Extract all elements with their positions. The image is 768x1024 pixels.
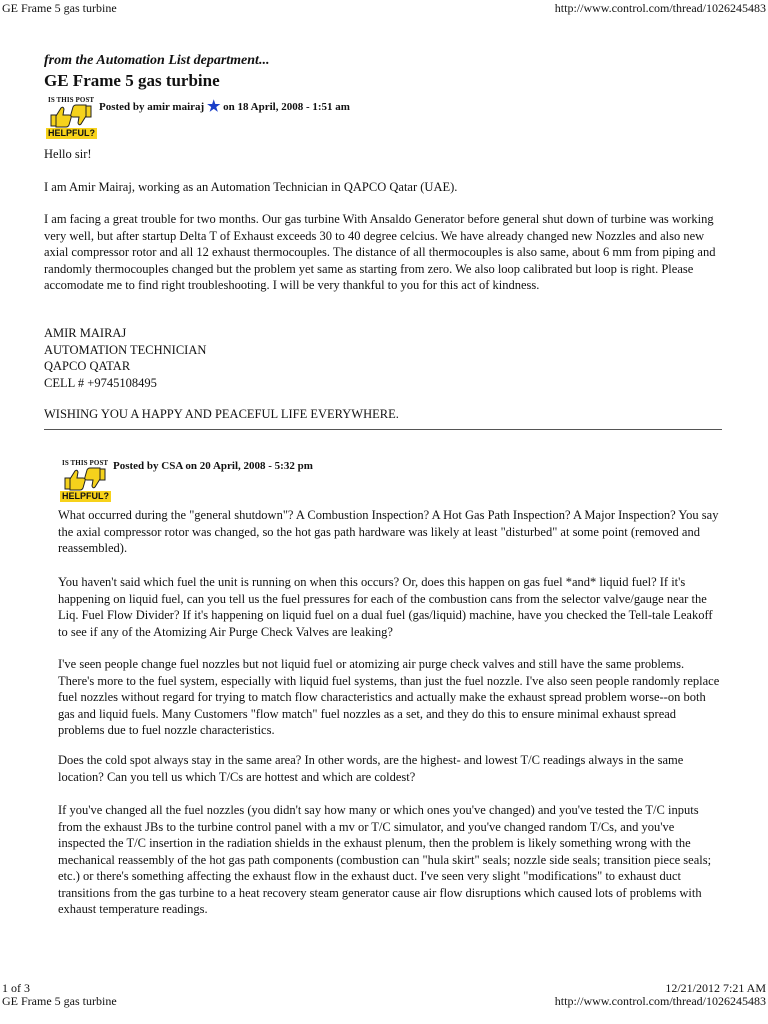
footer-url[interactable]: http://www.control.com/thread/1026245483 xyxy=(554,994,766,1008)
thumbs-up-down-icon[interactable] xyxy=(48,104,94,128)
is-this-post-label: IS THIS POST xyxy=(62,459,109,467)
post-paragraph: I've seen people change fuel nozzles but not liquid fuel or atomizing air purge check valves and still have the same problems. There's more to the fuel system, especially with liquid fuel systems, than just the fuel nozzle. I've also seen people randomly replace fuel nozzles without regard for trying to match flow characteristics and actually make the exhaust spread problem worse--on both gas and liquid fuels. Many Customers "flow match" fuel nozzles as a set, and they do this to ensure minimal exhaust spread problems due to fuel nozzle characteristics. xyxy=(58,657,720,737)
helpful-label: HELPFUL? xyxy=(48,128,95,138)
print-header-title: GE Frame 5 gas turbine xyxy=(2,1,117,15)
post-byline xyxy=(99,97,350,116)
star-icon: ★ xyxy=(206,99,221,115)
page-number: 1 of 3 xyxy=(2,981,30,995)
department-label: from the Automation List department... xyxy=(44,53,270,68)
post-paragraph: I am facing a great trouble for two months. Our gas turbine With Ansaldo Generator before general shut down of turbine was working very well, but after startup Delta T of Exhaust exceeds 30 to 40 degree celcius. We have already changed new Nozzles and also new axial compressor rotor and all 12 exhaust thermocouples. The distance of all thermocouples is also same, about 6 mm from piping and randomly thermocouples changed but the problem yet same as starting from zero. We also loop calibrated but loop is right. Please accomodate me to find right troubleshooting. I will be very thankful to you for this act of kindness. xyxy=(44,212,716,292)
post-greeting: Hello sir! xyxy=(44,147,92,161)
post-paragraph: I am Amir Mairaj, working as an Automation Technician in QAPCO Qatar (UAE). xyxy=(44,180,458,194)
thread-title: GE Frame 5 gas turbine xyxy=(44,71,220,90)
signature-name: AMIR MAIRAJ xyxy=(44,326,127,340)
footer-title: GE Frame 5 gas turbine xyxy=(2,994,117,1008)
print-datetime: 12/21/2012 7:21 AM xyxy=(665,981,766,995)
is-this-post-label: IS THIS POST xyxy=(48,96,95,104)
post-paragraph: What occurred during the "general shutdown"? A Combustion Inspection? A Hot Gas Path Inspection? A Major Inspection? You say the axial compressor rotor was changed, so the hot gas path hardware was likely at least "disturbed" at some point (removed and reassembled). xyxy=(58,508,719,555)
post-byline: Posted by CSA on 20 April, 2008 - 5:32 pm xyxy=(113,460,313,472)
posted-by: Posted by amir mairaj xyxy=(99,101,205,113)
helpful-vote-widget[interactable] xyxy=(58,459,110,503)
post-paragraph: You haven't said which fuel the unit is running on when this occurs? Or, does this happen on gas fuel *and* liquid fuel? If it's happening on liquid fuel, can you tell us the fuel pressures for each of the combustion cans from the selector valve/gauge near the Liq. Fuel Flow Divider? If it's happening on liquid fuel on a dual fuel (gas/liquid) machine, have you checked the Tell-tale Leakoff to see if any of the Atomizing Air Purge Check Valves are leaking? xyxy=(58,575,713,639)
post-closing: WISHING YOU A HAPPY AND PEACEFUL LIFE EVERYWHERE. xyxy=(44,407,399,421)
signature-company: QAPCO QATAR xyxy=(44,359,131,373)
print-header-url[interactable]: http://www.control.com/thread/1026245483 xyxy=(554,1,766,15)
helpful-vote-widget[interactable] xyxy=(44,96,96,140)
post-paragraph: Does the cold spot always stay in the same area? In other words, are the highest- and lowest T/C readings always in the same location? Can you tell us which T/Cs are hottest and which are coldest? xyxy=(58,753,684,784)
post-date: on 18 April, 2008 - 1:51 am xyxy=(223,101,350,113)
helpful-label: HELPFUL? xyxy=(62,491,109,501)
signature-block xyxy=(44,325,444,391)
thumbs-up-down-icon[interactable] xyxy=(62,467,108,491)
signature-role: AUTOMATION TECHNICIAN xyxy=(44,342,207,357)
signature-phone: CELL # +9745108495 xyxy=(44,375,157,390)
post-divider xyxy=(44,429,722,430)
post-paragraph: If you've changed all the fuel nozzles (you didn't say how many or which ones you've changed) and you've tested the T/C inputs from the exhaust JBs to the turbine control panel with a mv or T/C simulator, and you've changed random T/Cs, and you've inspected the T/C insertion in the radiation shields in the exhaust plenum, then the problem is likely something wrong with the mechanical reassembly of the hot gas path components (combustion can "hula skirt" seals; nozzle side seals; transition piece seals; etc.) or there's something affecting the exhaust flow in the exhaust duct. I've seen very slight "modifications" to exhaust duct transitions from the gas turbine to a heat recovery steam generator cause air flow disruptions which caused lots of problems with exhaust temperature readings. xyxy=(58,803,712,916)
